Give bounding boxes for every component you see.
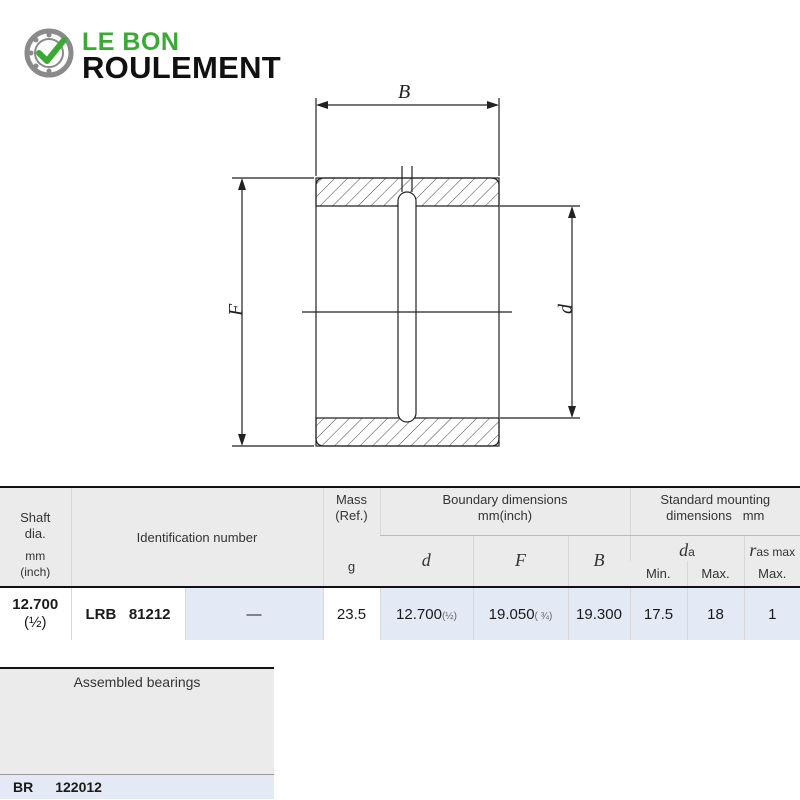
bearing-cross-section-drawing [0,80,800,470]
shaft-inch-value: (½) [24,614,47,631]
header-shaft-dia [0,487,71,587]
cell-B: 19.300 [568,587,630,640]
header-da-max: Max. [687,561,744,587]
boundary-label: Boundary dimensions [442,492,568,507]
dim-label-d: d [555,304,577,314]
d-value: 12.700 [396,605,442,623]
mass-ref-label: (Ref.) [335,508,368,523]
brand-logo [24,28,304,84]
cell-da-min: 17.5 [630,587,687,640]
cell-mass: 23.5 [323,587,380,640]
assembled-header: Assembled bearings [0,668,274,775]
mass-unit: g [347,559,356,574]
header-da-min: Min. [630,561,687,587]
dim-label-F: F [225,303,247,316]
dim-label-B: B [398,81,411,103]
d-inch: (½) [441,610,457,622]
bearing-check-icon [24,28,74,78]
assembled-number: 122012 [55,779,102,795]
cell-r-max: 1 [744,587,800,640]
shaft-dia-label: Shaft dia. [20,510,51,541]
da-symbol: d [679,540,689,560]
logo-text-bottom: ROULEMENT [82,50,282,85]
logo-text-top: LE BON [82,28,180,56]
header-r-max: Max. [744,561,800,587]
assembled-bearings-table [0,667,274,799]
shaft-mm-value: 12.700 [12,596,59,613]
r-symbol: r [749,540,757,560]
id-prefix: LRB [85,605,117,623]
cell-da-max: 18 [687,587,744,640]
cell-d [380,587,473,640]
header-identification: Identification number [71,487,323,587]
mounting-unit: mm [742,508,765,523]
mounting-sub-label: dimensions [666,508,732,523]
F-inch: ( ¾) [534,610,553,622]
cell-identification [71,587,185,640]
header-col-F: F [473,535,568,587]
mounting-label: Standard mounting [660,492,771,507]
header-col-da [630,535,744,561]
cell-F [473,587,568,640]
cell-shaft-dia [0,587,71,640]
header-col-B: B [568,535,630,587]
header-mounting [630,487,800,535]
assembled-prefix: BR [13,779,34,795]
cell-id-alt: — [185,587,323,640]
mass-label: Mass [335,492,368,507]
specification-table [0,486,800,640]
id-number: 81212 [128,605,171,623]
shaft-unit-mm: mm [25,549,46,563]
r-subscript: as max [756,545,796,559]
da-subscript: a [688,545,695,559]
shaft-unit-inch: (inch) [20,565,51,579]
header-col-d: d [380,535,473,587]
table-row [0,775,274,800]
header-mass [323,487,380,587]
assembled-value [0,775,274,800]
header-col-r [744,535,800,561]
table-row [0,587,800,640]
header-boundary [380,487,630,535]
F-value: 19.050 [488,605,535,623]
boundary-unit: mm(inch) [477,508,533,523]
